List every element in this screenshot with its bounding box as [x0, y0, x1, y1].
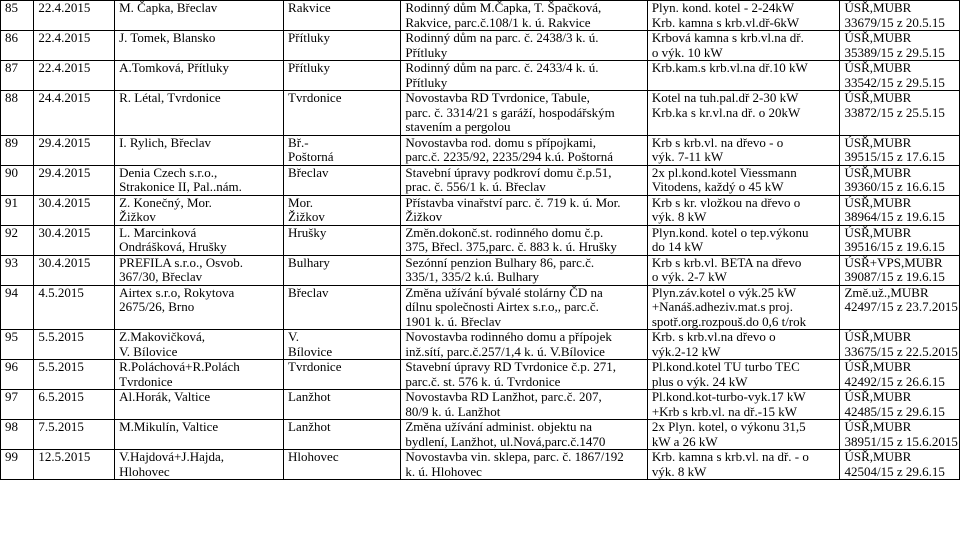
applicant-line: R. Létal, Tvrdonice: [119, 90, 221, 105]
subject-line: 335/1, 335/2 k.ú. Bulhary: [405, 269, 539, 284]
reference-line: 38951/15 z 15.6.2015: [844, 433, 958, 449]
place-line: Hlohovec: [288, 449, 339, 464]
subject-line: Novostavba RD Lanžhot, parc.č. 207,: [405, 389, 602, 404]
row-number-cell: [1, 450, 34, 480]
row-number: 89: [5, 135, 18, 150]
heating-device-line: Krb. kamna s krb.vl. na dř. - o: [651, 449, 809, 464]
reference-line: ÚSŘ,MUBR: [844, 0, 912, 15]
subject-line: parc.č. st. 576 k. ú. Tvrdonice: [405, 373, 561, 389]
applicant-line: I. Rylich, Břeclav: [119, 135, 211, 150]
date: 24.4.2015: [38, 90, 91, 105]
subject-line: Přítluky: [405, 44, 448, 60]
date-cell: [34, 195, 115, 225]
table-row: [1, 420, 960, 450]
heating-device-line: Krbová kamna s krb.vl.na dř.: [651, 30, 804, 45]
subject-line: Novostavba RD Tvrdonice, Tabule,: [405, 90, 590, 105]
subject-cell: [401, 360, 647, 390]
place-cell: [284, 1, 401, 31]
table-row: [1, 91, 960, 136]
row-number-cell: [1, 285, 34, 330]
reference-line: ÚSŘ,MUBR: [844, 225, 912, 240]
date-cell: [34, 420, 115, 450]
row-number: 95: [5, 329, 18, 344]
heating-device-line: Plyn.záv.kotel o výk.25 kW: [651, 285, 797, 300]
applicant-cell: [115, 255, 284, 285]
place-line: Lanžhot: [288, 389, 331, 404]
date: 6.5.2015: [38, 389, 84, 404]
subject-line: Rodinný dům M.Čapka, T. Špačková,: [405, 0, 602, 15]
subject-line: bydlení, Lanžhot, ul.Nová,parc.č.1470: [405, 433, 606, 449]
place-line: Přítluky: [288, 60, 330, 75]
applicant-line: Strakonice II, Pal..nám.: [119, 179, 242, 194]
row-number-cell: [1, 195, 34, 225]
subject-line: Rakvice, parc.č.108/1 k. ú. Rakvice: [405, 14, 591, 30]
place-cell: [284, 135, 401, 165]
heating-device-line: Pl.kond.kotel TU turbo TEC: [651, 359, 800, 374]
date: 5.5.2015: [38, 359, 84, 374]
date: 30.4.2015: [38, 195, 91, 210]
subject-line: 375, Břecl. 375,parc. č. 883 k. ú. Hrušky: [405, 239, 617, 254]
date: 7.5.2015: [38, 419, 84, 434]
reference-cell: [840, 31, 960, 61]
reference-line: ÚSŘ,MUBR: [844, 90, 912, 105]
date: 5.5.2015: [38, 329, 84, 344]
subject-cell: [401, 285, 647, 330]
date-cell: [34, 165, 115, 195]
heating-device-line: Krb. s krb.vl.na dřevo o: [651, 329, 776, 344]
reference-line: ÚSŘ,MUBR: [844, 419, 912, 434]
applicant-line: V.Hajdová+J.Hajda,: [119, 449, 225, 464]
applicant-cell: [115, 360, 284, 390]
heating-device-line: Plyn. kond. kotel - 2-24kW: [651, 0, 795, 15]
date: 30.4.2015: [38, 225, 91, 240]
heating-device-line: Krb.ka s kr.vl.na dř. o 20kW: [651, 104, 801, 120]
date: 29.4.2015: [38, 135, 91, 150]
subject-line: Změn.dokonč.st. rodinného domu č.p.: [405, 225, 604, 240]
place-cell: [284, 195, 401, 225]
heating-device-cell: [647, 135, 840, 165]
heating-device-line: Plyn.kond. kotel o tep.výkonu: [651, 225, 809, 240]
reference-line: 42504/15 z 29.6.15: [844, 463, 945, 479]
place-line: Rakvice: [288, 0, 331, 15]
row-number: 97: [5, 389, 18, 404]
row-number: 99: [5, 449, 18, 464]
table-row: [1, 255, 960, 285]
subject-line: 1901 k. ú. Břeclav: [405, 313, 502, 329]
reference-cell: [840, 225, 960, 255]
reference-cell: [840, 420, 960, 450]
row-number-cell: [1, 135, 34, 165]
row-number: 92: [5, 225, 18, 240]
place-line: Hrušky: [288, 225, 327, 240]
reference-line: 39516/15 z 19.6.15: [844, 239, 945, 254]
reference-line: ÚSŘ+VPS,MUBR: [844, 255, 943, 270]
place-line: Tvrdonice: [288, 90, 342, 105]
heating-device-cell: [647, 31, 840, 61]
applicant-line: Tvrdonice: [119, 373, 173, 389]
subject-cell: [401, 255, 647, 285]
applicant-cell: [115, 225, 284, 255]
row-number-cell: [1, 31, 34, 61]
heating-device-line: Kotel na tuh.pal.dř 2-30 kW: [651, 90, 799, 105]
applicant-cell: [115, 31, 284, 61]
date-cell: [34, 225, 115, 255]
date-cell: [34, 285, 115, 330]
subject-cell: [401, 330, 647, 360]
heating-device-cell: [647, 1, 840, 31]
subject-cell: [401, 450, 647, 480]
reference-line: ÚSŘ,MUBR: [844, 389, 912, 404]
subject-line: dílnu společnosti Airtex s.r.o,, parc.č.: [405, 299, 599, 314]
heating-device-line: Krb. kamna s krb.vl.dř-6kW: [651, 14, 800, 30]
applicant-cell: [115, 165, 284, 195]
heating-device-line: spotř.org.rozpouš.do 0,6 t/rok: [651, 313, 807, 329]
subject-cell: [401, 390, 647, 420]
reference-cell: [840, 165, 960, 195]
date-cell: [34, 330, 115, 360]
place-cell: [284, 61, 401, 91]
date-cell: [34, 91, 115, 136]
place-line: Bř.-: [288, 135, 309, 150]
subject-line: k. ú. Hlohovec: [405, 463, 482, 479]
place-line: Přítluky: [288, 30, 330, 45]
subject-line: Změna užívání bývalé stolárny ČD na: [405, 285, 603, 300]
row-number: 93: [5, 255, 18, 270]
table-row: [1, 31, 960, 61]
table-row: [1, 195, 960, 225]
reference-cell: [840, 285, 960, 330]
applicant-line: J. Tomek, Blansko: [119, 30, 216, 45]
date: 12.5.2015: [38, 449, 91, 464]
date-cell: [34, 1, 115, 31]
row-number-cell: [1, 1, 34, 31]
heating-device-cell: [647, 330, 840, 360]
place-line: Bílovice: [288, 343, 333, 359]
applicant-line: Z.Makovičková,: [119, 329, 205, 344]
reference-line: 33679/15 z 20.5.15: [844, 14, 945, 30]
reference-line: 33872/15 z 25.5.15: [844, 104, 945, 120]
heating-device-line: výk. 8 kW: [651, 209, 707, 224]
subject-line: Novostavba rodinného domu a přípojek: [405, 329, 612, 344]
applicant-line: 2675/26, Brno: [119, 299, 195, 314]
place-cell: [284, 420, 401, 450]
row-number-cell: [1, 61, 34, 91]
place-cell: [284, 330, 401, 360]
subject-line: Stavební úpravy podkroví domu č.p.51,: [405, 165, 612, 180]
date-cell: [34, 360, 115, 390]
date: 30.4.2015: [38, 255, 91, 270]
subject-line: Rodinný dům na parc. č. 2433/4 k. ú.: [405, 60, 599, 75]
reference-cell: [840, 330, 960, 360]
date-cell: [34, 31, 115, 61]
place-cell: [284, 91, 401, 136]
heating-device-line: o výk. 10 kW: [651, 44, 723, 60]
row-number-cell: [1, 165, 34, 195]
reference-line: ÚSŘ,MUBR: [844, 195, 912, 210]
subject-line: parc.č. 2235/92, 2235/294 k.ú. Poštorná: [405, 149, 613, 164]
row-number: 94: [5, 285, 18, 300]
applicant-cell: [115, 450, 284, 480]
reference-cell: [840, 390, 960, 420]
heating-device-line: Pl.kond.kot-turbo-vyk.17 kW: [651, 389, 806, 404]
row-number: 88: [5, 90, 18, 105]
table-row: [1, 450, 960, 480]
reference-line: 35389/15 z 29.5.15: [844, 44, 945, 60]
reference-line: 39087/15 z 19.6.15: [844, 269, 945, 284]
subject-line: Novostavba vin. sklepa, parc. č. 1867/192: [405, 449, 624, 464]
subject-line: Rodinný dům na parc. č. 2438/3 k. ú.: [405, 30, 599, 45]
reference-line: ÚSŘ,MUBR: [844, 60, 912, 75]
applicant-line: Žižkov: [119, 209, 156, 224]
reference-line: Změ.už.,MUBR: [844, 285, 929, 300]
date: 29.4.2015: [38, 165, 91, 180]
heating-device-cell: [647, 285, 840, 330]
reference-line: 33542/15 z 29.5.15: [844, 74, 945, 90]
heating-device-line: 2x pl.kond.kotel Viessmann: [651, 165, 797, 180]
heating-device-line: Krb.kam.s krb.vl.na dř.10 kW: [651, 60, 808, 75]
heating-device-cell: [647, 61, 840, 91]
reference-line: ÚSŘ,MUBR: [844, 165, 912, 180]
row-number: 85: [5, 0, 18, 15]
applicant-line: 367/30, Břeclav: [119, 269, 203, 284]
applicant-line: M.Mikulín, Valtice: [119, 419, 219, 434]
date: 22.4.2015: [38, 0, 91, 15]
subject-line: inž.sítí, parc.č.257/1,4 k. ú. V.Bílovice: [405, 343, 605, 359]
reference-cell: [840, 61, 960, 91]
reference-line: ÚSŘ,MUBR: [844, 359, 912, 374]
date-cell: [34, 390, 115, 420]
heating-device-cell: [647, 450, 840, 480]
reference-cell: [840, 1, 960, 31]
subject-line: Přístavba vinařství parc. č. 719 k. ú. Mor.: [405, 195, 621, 210]
place-line: Žižkov: [288, 209, 325, 224]
table-row: [1, 390, 960, 420]
heating-device-cell: [647, 255, 840, 285]
place-cell: [284, 285, 401, 330]
place-line: V.: [288, 329, 300, 344]
applicant-line: Denia Czech s.r.o.,: [119, 165, 218, 180]
heating-device-line: kW a 26 kW: [651, 433, 718, 449]
heating-device-line: výk.2-12 kW: [651, 343, 721, 359]
heating-device-cell: [647, 360, 840, 390]
subject-cell: [401, 31, 647, 61]
place-line: Poštorná: [288, 149, 334, 164]
subject-line: parc. č. 3314/21 s garáží, hospodářským: [405, 104, 615, 120]
date: 22.4.2015: [38, 60, 91, 75]
table-row: [1, 135, 960, 165]
subject-line: prac. č. 556/1 k. ú. Břeclav: [405, 179, 546, 194]
applicant-line: M. Čapka, Břeclav: [119, 0, 218, 15]
heating-device-cell: [647, 390, 840, 420]
heating-device-cell: [647, 195, 840, 225]
reference-line: 42497/15 z 23.7.2015: [844, 299, 958, 314]
applicant-line: Al.Horák, Valtice: [119, 389, 211, 404]
subject-line: 80/9 k. ú. Lanžhot: [405, 403, 501, 419]
heating-device-line: výk. 7-11 kW: [651, 149, 724, 164]
heating-device-cell: [647, 165, 840, 195]
reference-cell: [840, 360, 960, 390]
row-number-cell: [1, 255, 34, 285]
subject-line: Sezónní penzion Bulhary 86, parc.č.: [405, 255, 595, 270]
place-cell: [284, 255, 401, 285]
heating-device-line: Krb s krb.vl. BETA na dřevo: [651, 255, 802, 270]
reference-line: 42485/15 z 29.6.15: [844, 403, 945, 419]
applicant-cell: [115, 330, 284, 360]
subject-line: Stavební úpravy RD Tvrdonice č.p. 271,: [405, 359, 616, 374]
date: 22.4.2015: [38, 30, 91, 45]
applicant-cell: [115, 135, 284, 165]
row-number-cell: [1, 360, 34, 390]
row-number-cell: [1, 390, 34, 420]
applicant-cell: [115, 195, 284, 225]
applicant-line: Ondrášková, Hrušky: [119, 239, 227, 254]
applicant-cell: [115, 1, 284, 31]
row-number-cell: [1, 225, 34, 255]
applicant-line: V. Bílovice: [119, 343, 178, 359]
heating-device-line: +Nanáš.adheziv.mat.s proj.: [651, 299, 793, 314]
reference-line: ÚSŘ,MUBR: [844, 329, 912, 344]
heating-device-line: do 14 kW: [651, 239, 704, 254]
subject-line: Změna užívání administ. objektu na: [405, 419, 593, 434]
heating-device-cell: [647, 91, 840, 136]
reference-line: 38964/15 z 19.6.15: [844, 209, 945, 224]
table-row: [1, 225, 960, 255]
reference-cell: [840, 255, 960, 285]
subject-cell: [401, 91, 647, 136]
row-number: 98: [5, 419, 18, 434]
subject-cell: [401, 420, 647, 450]
applicant-cell: [115, 91, 284, 136]
place-line: Břeclav: [288, 285, 329, 300]
date-cell: [34, 61, 115, 91]
heating-device-line: Vitodens, každý o 45 kW: [651, 179, 784, 194]
subject-cell: [401, 135, 647, 165]
heating-device-line: +Krb s krb.vl. na dř.-15 kW: [651, 403, 798, 419]
subject-cell: [401, 225, 647, 255]
table-row: [1, 360, 960, 390]
row-number: 90: [5, 165, 18, 180]
row-number: 87: [5, 60, 18, 75]
applicant-line: R.Poláchová+R.Polách: [119, 359, 240, 374]
table-row: [1, 1, 960, 31]
place-cell: [284, 390, 401, 420]
reference-line: 39360/15 z 16.6.15: [844, 179, 945, 194]
subject-cell: [401, 165, 647, 195]
subject-line: Přítluky: [405, 74, 448, 90]
reference-cell: [840, 195, 960, 225]
subject-cell: [401, 1, 647, 31]
date: 4.5.2015: [38, 285, 84, 300]
date-cell: [34, 450, 115, 480]
row-number: 96: [5, 359, 18, 374]
heating-device-cell: [647, 225, 840, 255]
place-line: Lanžhot: [288, 419, 331, 434]
table-body: [1, 1, 960, 480]
reference-line: ÚSŘ,MUBR: [844, 135, 912, 150]
place-cell: [284, 165, 401, 195]
date-cell: [34, 255, 115, 285]
applicant-line: Hlohovec: [119, 463, 170, 479]
applicant-cell: [115, 390, 284, 420]
reference-line: ÚSŘ,MUBR: [844, 449, 912, 464]
applicant-cell: [115, 285, 284, 330]
applicant-line: Z. Konečný, Mor.: [119, 195, 212, 210]
heating-device-line: Krb s krb.vl. na dřevo - o: [651, 135, 784, 150]
table-row: [1, 165, 960, 195]
place-cell: [284, 450, 401, 480]
reference-line: 33675/15 z 22.5.2015: [844, 343, 958, 359]
place-line: Tvrdonice: [288, 359, 342, 374]
row-number-cell: [1, 91, 34, 136]
heating-device-line: Krb s kr. vložkou na dřevo o: [651, 195, 801, 210]
date-cell: [34, 135, 115, 165]
heating-device-line: o výk. 2-7 kW: [651, 269, 727, 284]
reference-line: 39515/15 z 17.6.15: [844, 149, 945, 164]
place-cell: [284, 31, 401, 61]
subject-line: Žižkov: [405, 209, 443, 224]
table-row: [1, 285, 960, 330]
applicant-cell: [115, 420, 284, 450]
applicant-cell: [115, 61, 284, 91]
place-line: Břeclav: [288, 165, 329, 180]
applicant-line: A.Tomková, Přítluky: [119, 60, 230, 75]
heating-device-line: 2x Plyn. kotel, o výkonu 31,5: [651, 419, 806, 434]
row-number-cell: [1, 420, 34, 450]
heating-device-line: výk. 8 kW: [651, 463, 707, 479]
applicant-line: PREFILA s.r.o., Osvob.: [119, 255, 243, 270]
place-line: Bulhary: [288, 255, 330, 270]
table-row: [1, 330, 960, 360]
place-line: Mor.: [288, 195, 313, 210]
subject-line: stavením a pergolou: [405, 119, 511, 134]
subject-cell: [401, 195, 647, 225]
heating-device-line: [652, 76, 836, 91]
heating-device-cell: [647, 420, 840, 450]
subject-line: Novostavba rod. domu s přípojkami,: [405, 135, 597, 150]
subject-cell: [401, 61, 647, 91]
applicant-line: L. Marcinková: [119, 225, 197, 240]
row-number: 91: [5, 195, 18, 210]
table-row: [1, 61, 960, 91]
reference-line: ÚSŘ,MUBR: [844, 30, 912, 45]
place-cell: [284, 360, 401, 390]
reference-cell: [840, 91, 960, 136]
applicant-line: Airtex s.r.o, Rokytova: [119, 285, 235, 300]
reference-cell: [840, 135, 960, 165]
reference-line: 42492/15 z 26.6.15: [844, 373, 945, 389]
row-number-cell: [1, 330, 34, 360]
reference-cell: [840, 450, 960, 480]
heating-device-line: plus o výk. 24 kW: [651, 373, 748, 389]
row-number: 86: [5, 30, 18, 45]
place-cell: [284, 225, 401, 255]
